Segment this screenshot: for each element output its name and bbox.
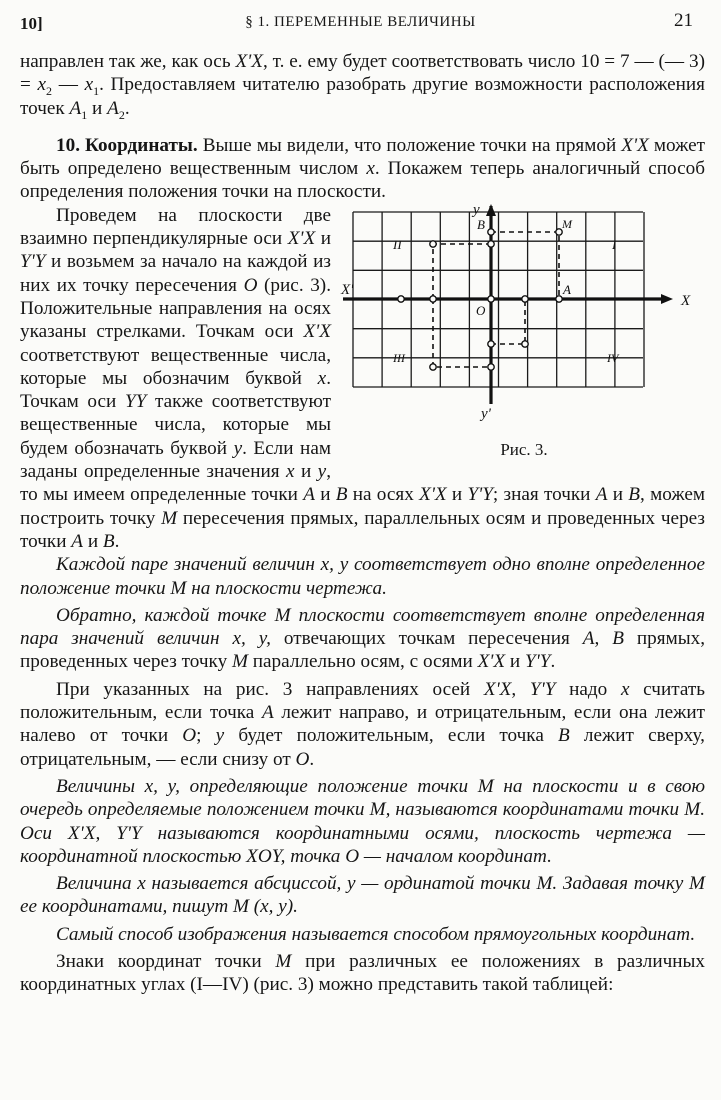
label-quadrant-I: I [612,236,617,252]
figure-caption: Рис. 3. [500,439,548,459]
label-quadrant-IV: IV [607,350,619,365]
running-header [20,10,701,36]
paragraph-definition-coordinates: Величины x, y, определяющие положение точки M на плоскости и в свою очередь определяемые положением точки M, называются координатами точки M. Оси X'X, Y'Y называются координатными осями, плоскость чертежа — координатной плоскостью XOY, точка O — началом координат. [20,775,705,867]
section-number: 10] [20,14,43,33]
point-A [556,296,562,302]
section-heading: 10. Координаты. [56,134,198,156]
label-x-left: X' [341,281,354,298]
label-B: B [477,216,485,232]
paragraph-definition-abscissa: Величина x называется абсциссой, y — ординатой точки M. Задавая точку M ее координатами, пишут M (x, y). [20,873,705,918]
point-x-neg-2 [430,296,436,302]
point-II-B [488,241,494,247]
label-quadrant-II: II [393,236,402,252]
page-number: 21 [674,10,693,31]
point-IV [522,341,528,347]
y-axis-arrow [486,204,496,216]
label-x-right: X [681,292,691,309]
point-IV-B [488,341,494,347]
x-axis-arrow [661,294,673,304]
paragraph-axes: Проведем на плоскости две взаимно перпендикулярные оси X'X и Y'Y и возьмем за начало на каждой из них их точку пересечения O (рис. 3). Положительные направления на осях указаны стрелками. Точкам оси X'X соответствуют вещественные числа, которые мы обозначим буквой x. Точкам оси YY также соответствуют вещественные числа, которые мы будем обозначать буквой y. Если нам заданы определенные значения x и y, то мы имеем определенные точки A и B на осях X'X и Y'Y; зная точки A и B, можем построить точку M пересечения прямых, параллельных осям и проведенных через точки A и B. [20,204,706,552]
label-y-top: y [473,201,480,218]
point-x-pos-1 [522,296,528,302]
dashed-line-M [491,232,559,299]
point-III-B [488,364,494,370]
section-title: § 1. ПЕРЕМЕННЫЕ ВЕЛИЧИНЫ [245,14,476,30]
coordinate-grid-figure [341,201,705,440]
point-B [488,229,494,235]
paragraph-signs-table-intro: Знаки координат точки M при различных ее положениях в различных координатных углах (I—IV) (рис. 3) можно представить такой таблицей: [20,950,705,996]
paragraph-definition-method: Самый способ изображения называется способом прямоугольных координат. [56,923,696,945]
figure-3 [341,201,705,476]
paragraph-section-10: 10. Координаты. Выше мы видели, что положение точки на прямой X'X может быть определено вещественным числом x. Покажем теперь аналогичный способ определения положения точки на плоскости. [20,134,705,203]
point-II [430,241,436,247]
label-M: M [562,216,572,231]
label-y-bottom: y' [481,405,491,422]
dashed-line-IV [491,299,525,344]
paragraph-statement-1: Каждой паре значений величин x, y соответствует одно вполне определенное положение точки M на плоскости чертежа. [20,554,705,599]
point-III [430,364,436,370]
point-x-neg-1 [398,296,404,302]
paragraph-signs: При указанных на рис. 3 направлениях осей X'X, Y'Y надо x считать положительным, если точка A лежит направо, и отрицательным, если она лежит налево от точки O; y будет положительным, если точка B лежит сверху, отрицательным, — если снизу от O. [20,678,706,770]
point-origin [488,296,494,302]
paragraph-intro: направлен так же, как ось X'X, т. е. ему будет соответствовать число 10 = 7 — (— $3) = x_2$ — $x_1$. Предоставляем читателю разобрать другие возможности расположения точек $A_1$ и $A_2$. [20,51,706,122]
dashed-line-II [433,244,491,299]
paragraph-statement-2: Обратно, каждой точке M плоскости соответствует вполне определенная пара значений величин x, y, отвечающих точкам пересечения A, B прямых, проведенных через точку M параллельно осям, с осями X'X и Y'Y. [20,604,706,673]
label-quadrant-III: III [393,350,405,365]
label-A: A [563,281,571,297]
label-origin: O [476,302,486,318]
page-body [20,50,705,997]
